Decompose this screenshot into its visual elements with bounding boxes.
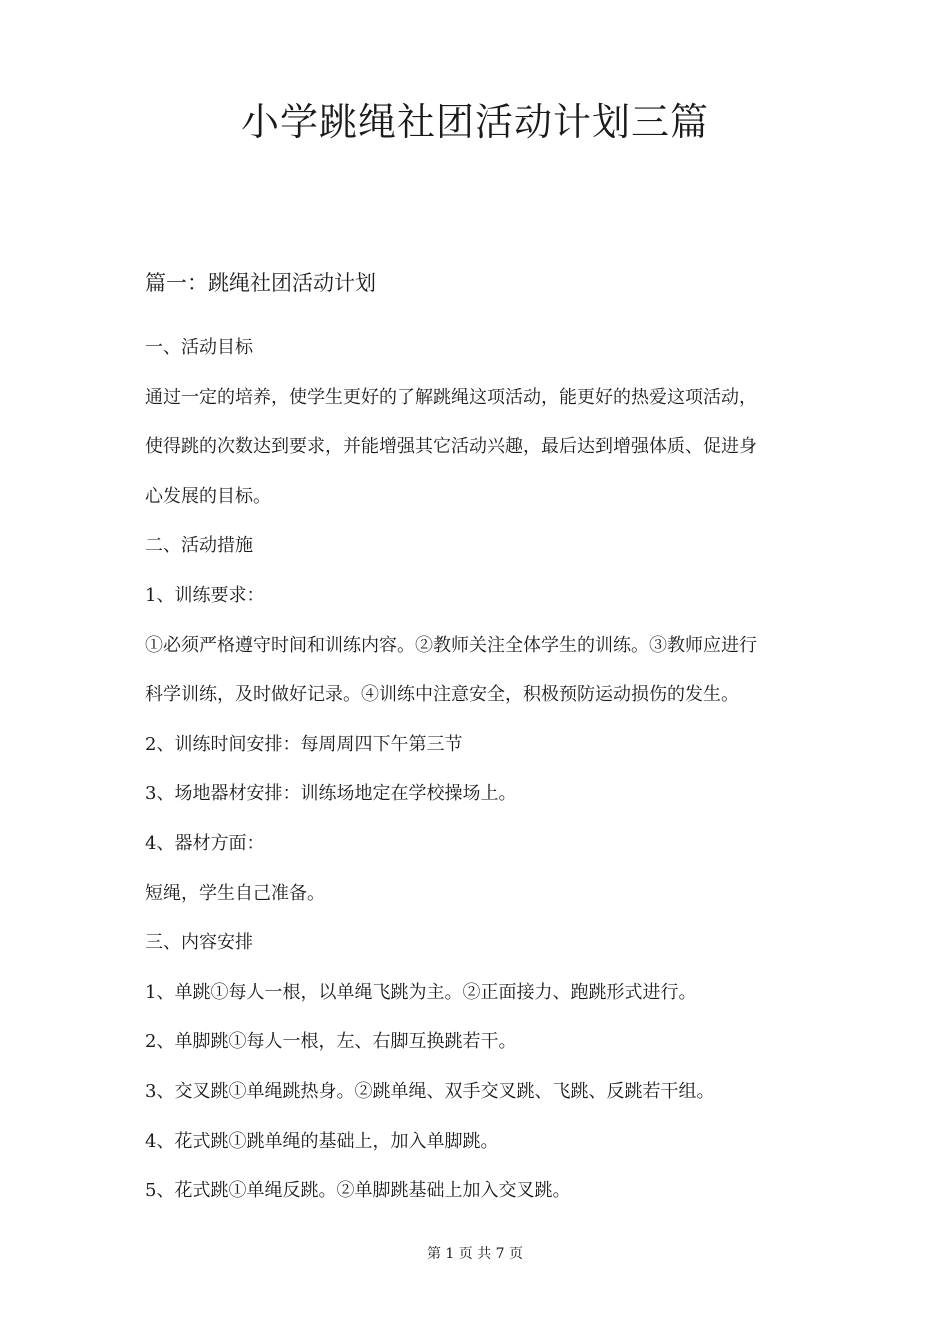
body-line: 使得跳的次数达到要求，并能增强其它活动兴趣，最后达到增强体质、促进身: [145, 436, 757, 458]
body-line: 4、花式跳①跳单绳的基础上，加入单脚跳。: [145, 1130, 499, 1152]
body-line: 3、交叉跳①单绳跳热身。②跳单绳、双手交叉跳、飞跳、反跳若干组。: [145, 1080, 715, 1102]
body-line: 5、花式跳①单绳反跳。②单脚跳基础上加入交叉跳。: [145, 1180, 571, 1202]
body-line: 1、单跳①每人一根，以单绳飞跳为主。②正面接力、跑跳形式进行。: [145, 981, 697, 1003]
section-title: 篇一：跳绳社团活动计划: [145, 271, 376, 295]
body-line: 一、活动目标: [145, 337, 253, 358]
document-title: 小学跳绳社团活动计划三篇: [240, 100, 709, 144]
body-line: 4、器材方面：: [145, 832, 265, 854]
body-line: 通过一定的培养，使学生更好的了解跳绳这项活动，能更好的热爱这项活动，: [145, 386, 757, 408]
document-body: [145, 323, 810, 1216]
body-line: 3、场地器材安排：训练场地定在学校操场上。: [145, 783, 517, 805]
body-line: 二、活动措施: [145, 535, 253, 557]
body-line: 2、训练时间安排：每周周四下午第三节: [145, 733, 463, 755]
page-footer: 第 1 页 共 7 页: [426, 1246, 524, 1262]
body-line: 三、内容安排: [145, 932, 253, 954]
body-line: 心发展的目标。: [145, 485, 271, 507]
body-line: 1、训练要求：: [145, 584, 265, 606]
body-line: 科学训练，及时做好记录。④训练中注意安全，积极预防运动损伤的发生。: [145, 684, 739, 706]
body-line: 短绳，学生自己准备。: [145, 882, 325, 904]
body-line: 2、单脚跳①每人一根，左、右脚互换跳若干。: [145, 1031, 517, 1053]
body-line: ①必须严格遵守时间和训练内容。②教师关注全体学生的训练。③教师应进行: [145, 634, 757, 656]
